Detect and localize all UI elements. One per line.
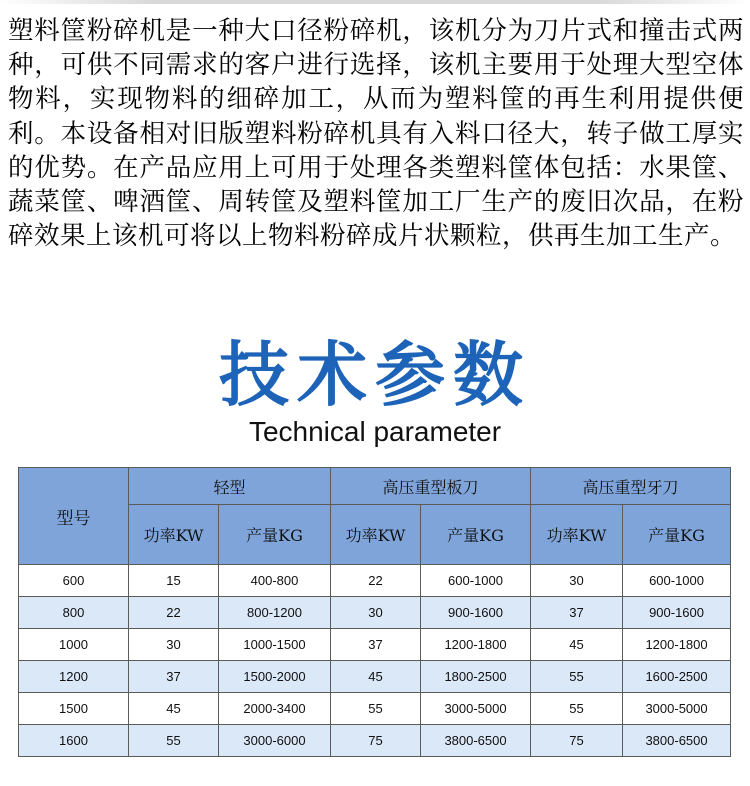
model-cell: 1000 — [19, 629, 129, 661]
table-cell: 45 — [331, 661, 421, 693]
table-cell: 37 — [531, 597, 623, 629]
table-row — [19, 693, 731, 725]
model-cell: 600 — [19, 565, 129, 597]
model-cell: 1600 — [19, 725, 129, 757]
table-cell: 55 — [531, 661, 623, 693]
table-cell: 1800-2500 — [421, 661, 531, 693]
model-cell: 1200 — [19, 661, 129, 693]
table-cell: 3000-5000 — [623, 693, 731, 725]
table-cell: 400-800 — [219, 565, 331, 597]
table-cell: 22 — [129, 597, 219, 629]
group-header-plate-blade: 高压重型板刀 — [331, 468, 531, 505]
table-cell: 55 — [129, 725, 219, 757]
table-cell: 1200-1800 — [623, 629, 731, 661]
table-cell: 22 — [331, 565, 421, 597]
table-cell: 55 — [531, 693, 623, 725]
table-cell: 30 — [129, 629, 219, 661]
table-cell: 900-1600 — [421, 597, 531, 629]
group-header-tooth-blade: 高压重型牙刀 — [531, 468, 731, 505]
section-subtitle: Technical parameter — [248, 416, 502, 447]
table-cell: 2000-3400 — [219, 693, 331, 725]
output-header: 产量KG — [421, 505, 531, 565]
model-cell: 1500 — [19, 693, 129, 725]
top-divider — [0, 0, 750, 4]
power-header: 功率KW — [331, 505, 421, 565]
table-cell: 37 — [129, 661, 219, 693]
table-cell: 1500-2000 — [219, 661, 331, 693]
table-cell: 15 — [129, 565, 219, 597]
table-row — [19, 597, 731, 629]
table-row — [19, 629, 731, 661]
parameter-table — [18, 467, 731, 757]
table-row — [19, 565, 731, 597]
table-cell: 800-1200 — [219, 597, 331, 629]
table-cell: 45 — [129, 693, 219, 725]
output-header: 产量KG — [623, 505, 731, 565]
table-cell: 1200-1800 — [421, 629, 531, 661]
table-cell: 600-1000 — [421, 565, 531, 597]
table-header — [19, 468, 731, 565]
intro-paragraph: 塑料筐粉碎机是一种大口径粉碎机，该机分为刀片式和撞击式两种，可供不同需求的客户进行选择，该机主要用于处理大型空体物料，实现物料的细碎加工，从而为塑料筐的再生利用提供便利。本设备相对旧版塑料粉碎机具有入料口径大，转子做工厚实的优势。在产品应用上可用于处理各类塑料筐体包括：水果筐、蔬菜筐、啤酒筐、周转筐及塑料筐加工厂生产的废旧次品，在粉碎效果上该机可将以上物料粉碎成片状颗粒，供再生加工生产。 — [8, 16, 744, 252]
model-header: 型号 — [19, 468, 129, 565]
model-cell: 800 — [19, 597, 129, 629]
group-header-light: 轻型 — [129, 468, 331, 505]
table-cell: 3800-6500 — [623, 725, 731, 757]
table-cell: 1600-2500 — [623, 661, 731, 693]
power-header: 功率KW — [531, 505, 623, 565]
table-row — [19, 661, 731, 693]
table-cell: 600-1000 — [623, 565, 731, 597]
table-body — [19, 565, 731, 757]
header-row-groups — [19, 468, 731, 505]
table-cell: 75 — [331, 725, 421, 757]
table-cell: 37 — [331, 629, 421, 661]
table-cell: 45 — [531, 629, 623, 661]
table-cell: 3000-5000 — [421, 693, 531, 725]
power-header: 功率KW — [129, 505, 219, 565]
table-cell: 30 — [331, 597, 421, 629]
table-cell: 1000-1500 — [219, 629, 331, 661]
output-header: 产量KG — [219, 505, 331, 565]
table-cell: 3800-6500 — [421, 725, 531, 757]
table-cell: 75 — [531, 725, 623, 757]
table-cell: 3000-6000 — [219, 725, 331, 757]
section-title: 技术参数 — [219, 334, 531, 416]
table-cell: 900-1600 — [623, 597, 731, 629]
table-cell: 55 — [331, 693, 421, 725]
table-row — [19, 725, 731, 757]
table-cell: 30 — [531, 565, 623, 597]
